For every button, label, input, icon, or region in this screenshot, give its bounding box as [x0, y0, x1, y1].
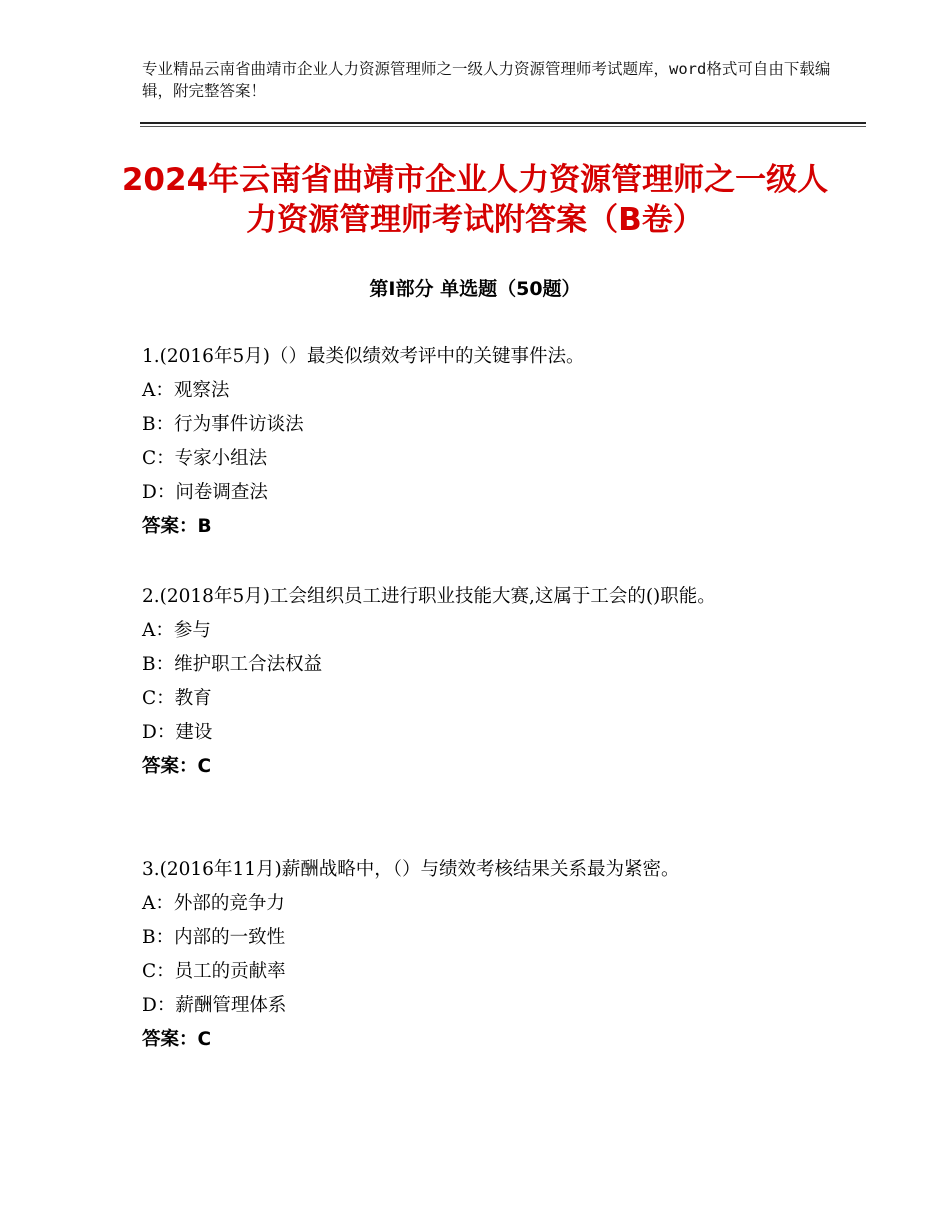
section-title: 第Ⅰ部分 单选题（50题） — [369, 278, 581, 300]
option-a: A：外部的竞争力 — [142, 893, 285, 914]
question-2 — [142, 580, 802, 784]
question-stem: 3.(2016年11月)薪酬战略中，（）与绩效考核结果关系最为紧密。 — [142, 859, 680, 880]
question-stem: 2.(2018年5月)工会组织员工进行职业技能大赛,这属于工会的()职能。 — [142, 586, 716, 607]
answer: 答案：C — [142, 1029, 212, 1050]
question-1 — [142, 340, 802, 544]
option-a: A：参与 — [142, 620, 211, 641]
question-stem: 1.(2016年5月)（）最类似绩效考评中的关键事件法。 — [142, 346, 585, 367]
document-title: 2024年云南省曲靖市企业人力资源管理师之一级人力资源管理师考试附答案（B卷） — [121, 162, 829, 238]
option-b: B：内部的一致性 — [142, 927, 286, 948]
header-note: 专业精品云南省曲靖市企业人力资源管理师之一级人力资源管理师考试题库，word格式可自由下载编辑，附完整答案！ — [142, 60, 831, 100]
option-d: D：薪酬管理体系 — [142, 995, 287, 1016]
answer: 答案：C — [142, 756, 212, 777]
question-3 — [142, 853, 802, 1057]
option-d: D：问卷调查法 — [142, 482, 268, 503]
option-c: C：员工的贡献率 — [142, 961, 286, 982]
option-b: B：维护职工合法权益 — [142, 654, 323, 675]
answer: 答案：B — [142, 516, 212, 537]
header-divider-thick — [140, 122, 866, 124]
option-d: D：建设 — [142, 722, 213, 743]
option-a: A：观察法 — [142, 380, 230, 401]
option-c: C：教育 — [142, 688, 212, 709]
option-b: B：行为事件访谈法 — [142, 414, 304, 435]
option-c: C：专家小组法 — [142, 448, 268, 469]
header-divider-thin — [140, 126, 866, 127]
